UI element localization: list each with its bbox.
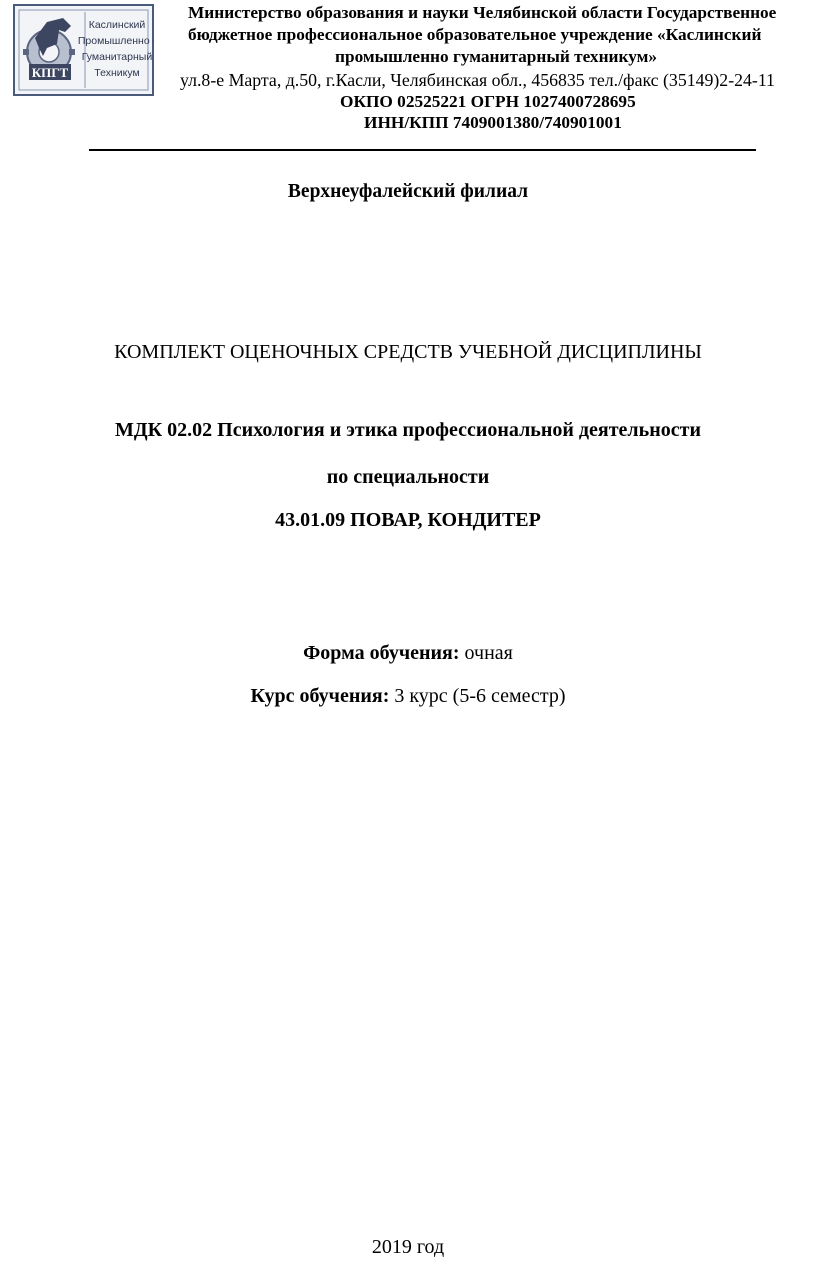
header-divider — [89, 149, 756, 151]
discipline-title: МДК 02.02 Психология и этика профессиональной деятельности — [115, 419, 701, 441]
header-ministry: Министерство образования и науки Челябинской области Государственное — [188, 3, 777, 22]
header-address: ул.8-е Марта, д.50, г.Касли, Челябинская обл., 456835 тел./факс (35149)2-24-11 — [180, 70, 775, 90]
study-form-value: очная — [459, 642, 513, 664]
study-course-label: Курс обучения: — [250, 685, 390, 707]
logo-text-line: Каслинский — [88, 19, 146, 31]
logo-text-line: Гуманитарный — [81, 51, 153, 63]
document-year: 2019 год — [371, 1236, 445, 1258]
logo-text-line: Промышленно - — [77, 35, 154, 47]
logo-emblem-icon — [13, 4, 154, 96]
document-title: КОМПЛЕКТ ОЦЕНОЧНЫХ СРЕДСТВ УЧЕБНОЙ ДИСЦИПЛИНЫ — [114, 341, 702, 363]
header-institution-cont: промышленно гуманитарный техникум» — [335, 47, 658, 66]
study-course — [0, 685, 816, 708]
logo-abbr: КПГТ — [31, 65, 69, 80]
header-institution: бюджетное профессиональное образовательное учреждение «Каслинский — [188, 25, 762, 44]
college-logo — [13, 4, 154, 96]
header-okpo: ОКПО 02525221 ОГРН 1027400728695 — [340, 92, 636, 111]
header-inn: ИНН/КПП 7409001380/740901001 — [364, 113, 622, 132]
study-form-label: Форма обучения: — [303, 642, 460, 664]
specialty-label: по специальности — [326, 466, 490, 488]
study-course-value: 3 курс (5-6 семестр) — [389, 685, 566, 707]
specialty-code: 43.01.09 ПОВАР, КОНДИТЕР — [275, 509, 541, 531]
study-form — [0, 642, 816, 665]
logo-text-line: Техникум — [94, 67, 140, 79]
branch-name: Верхнеуфалейский филиал — [287, 181, 529, 202]
